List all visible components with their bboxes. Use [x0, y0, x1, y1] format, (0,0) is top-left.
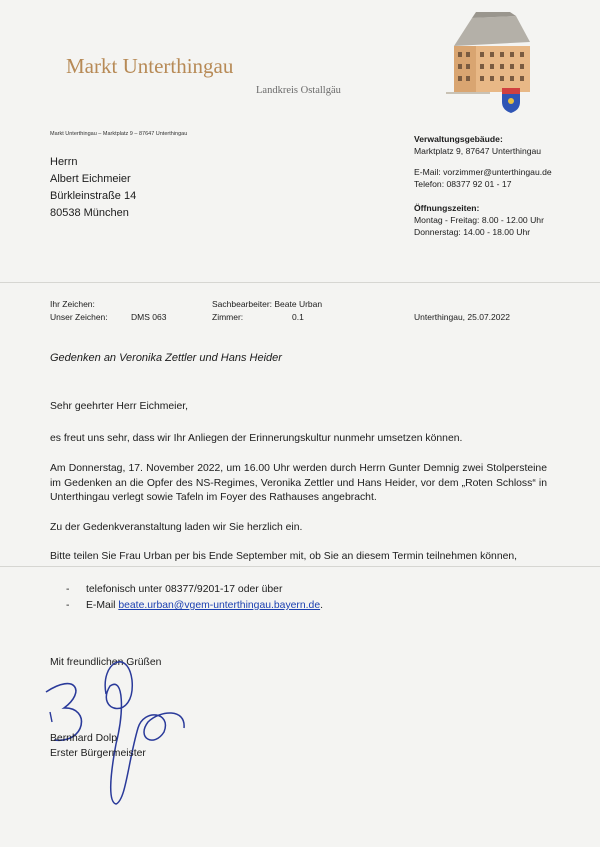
ihr-zeichen-label: Ihr Zeichen:: [50, 299, 95, 309]
sender-line: Markt Unterthingau – Marktplatz 9 – 87647 Unterthingau: [50, 131, 188, 137]
signer-title: Erster Bürgermeister: [50, 747, 146, 759]
recipient-address: [50, 154, 136, 222]
bullet-dash: -: [66, 584, 70, 595]
paragraph-3: Zu der Gedenkveranstaltung laden wir Sie herzlich ein.: [50, 522, 303, 533]
recipient-salutation: Herrn: [50, 156, 78, 168]
bullet-phone: [66, 584, 282, 595]
sachbearbeiter-value: Beate Urban: [274, 299, 323, 309]
bullet-email-prefix: E-Mail: [86, 600, 116, 611]
letter-date: Unterthingau, 25.07.2022: [414, 312, 510, 322]
fold-line: [0, 282, 600, 283]
hours-weekdays: Montag - Freitag: 8.00 - 12.00 Uhr: [414, 215, 544, 225]
office-address: Marktplatz 9, 87647 Unterthingau: [414, 146, 542, 156]
ref-labels: [50, 298, 108, 324]
greeting: Sehr geehrter Herr Eichmeier,: [50, 401, 189, 412]
hours-heading: Öffnungszeiten:: [414, 203, 480, 213]
bullet-phone-text: telefonisch unter 08377/9201-17 oder über: [86, 584, 283, 595]
unser-zeichen-label: Unser Zeichen:: [50, 312, 108, 322]
unser-zeichen-value: DMS 063: [131, 312, 167, 322]
zimmer-label: Zimmer:: [212, 312, 244, 322]
office-phone: Telefon: 08377 92 01 - 17: [414, 179, 512, 189]
bullet-email-suffix: .: [320, 600, 323, 611]
recipient-city: 80538 München: [50, 207, 129, 219]
sach-labels: [212, 298, 322, 324]
office-block: [414, 133, 541, 157]
castle-logo-icon: [446, 12, 534, 116]
paragraph-1: es freut uns sehr, dass wir Ihr Anliegen der Erinnerungskultur nunmehr umsetzen können.: [50, 433, 463, 444]
paragraph-4: Bitte teilen Sie Frau Urban per bis Ende September mit, ob Sie an diesem Termin teilnehmen können,: [50, 551, 518, 562]
signer-name: Bernhard Dolp: [50, 733, 118, 744]
letter-subject: Gedenken an Veronika Zettler und Hans Heider: [50, 352, 282, 364]
bullet-email: [66, 600, 323, 611]
office-email: E-Mail: vorzimmer@unterthingau.de: [414, 167, 552, 177]
hours-block: [414, 202, 544, 238]
office-heading: Verwaltungsgebäude:: [414, 134, 503, 144]
email-link[interactable]: beate.urban@vgem-unterthingau.bayern.de: [118, 600, 321, 611]
zimmer-value: 0.1: [292, 312, 304, 322]
district-subtitle: Landkreis Ostallgäu: [256, 85, 341, 96]
sachbearbeiter-label: Sachbearbeiter:: [212, 299, 273, 309]
recipient-name: Albert Eichmeier: [50, 173, 131, 185]
hours-thursday: Donnerstag: 14.00 - 18.00 Uhr: [414, 227, 531, 237]
signer-block: [50, 732, 547, 761]
contact-block: [414, 166, 552, 190]
bullet-dash: -: [66, 600, 70, 611]
recipient-street: Bürkleinstraße 14: [50, 190, 137, 202]
paragraph-2: Am Donnerstag, 17. November 2022, um 16.00 Uhr werden durch Herrn Gunter Demnig zwei Stolpersteine im Gedenken an die Opfer des NS-Regimes, Veronika Zettler und Hans Heider, vor dem „Roten Schloss“ in Unterthingau verlegt sowie Tafeln im Foyer des Rathauses angebracht.: [50, 463, 547, 503]
closing: Mit freundlichen Grüßen: [50, 657, 162, 668]
fold-line: [0, 566, 600, 567]
brand-title: Markt Unterthingau: [66, 54, 234, 78]
